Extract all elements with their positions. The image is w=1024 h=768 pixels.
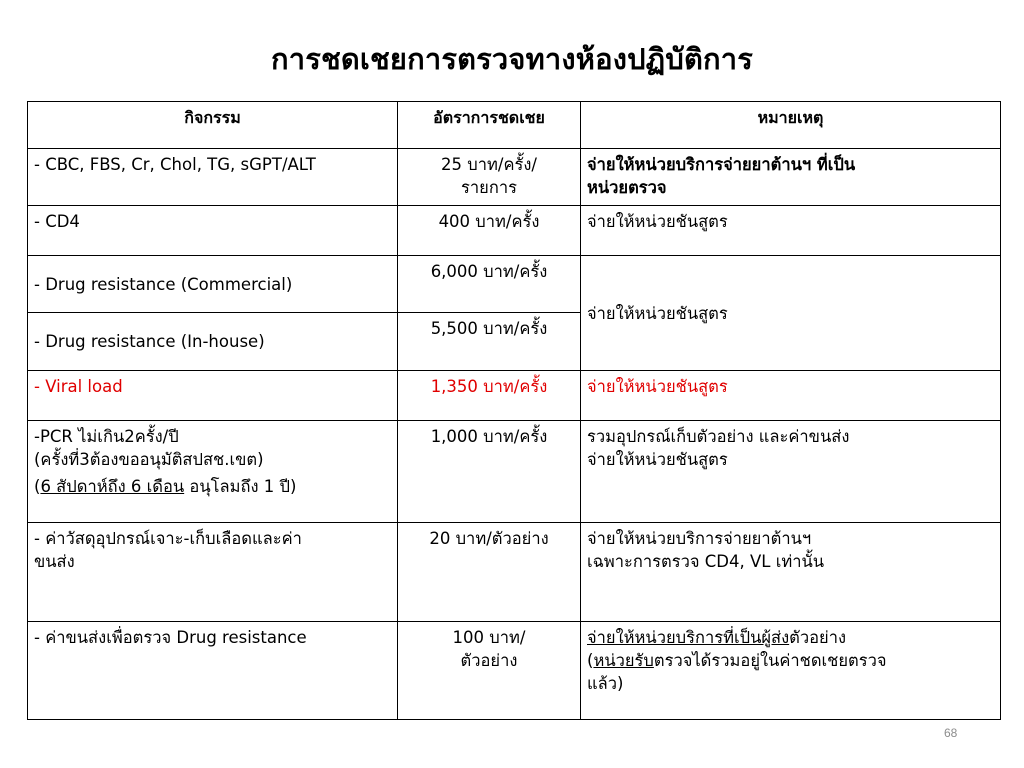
activity-text-part: อนุโลมถึง 1 ปี) xyxy=(184,477,297,496)
table-row xyxy=(28,149,1001,206)
table-row xyxy=(28,371,1001,421)
activity-cell xyxy=(28,313,398,371)
activity-text: - Drug resistance (Commercial) xyxy=(34,274,293,294)
rate-text: 25 บาท/ครั้ง/ xyxy=(441,155,537,174)
note-text-part: ตรวจได้รวมอยู่ในค่าชดเชยตรวจ xyxy=(653,651,887,670)
note-cell xyxy=(581,622,1001,720)
rate-text: 5,500 บาท/ครั้ง xyxy=(430,319,548,338)
note-text: จ่ายให้หน่วยชันสูตร xyxy=(587,303,728,323)
compensation-table xyxy=(27,101,1001,720)
note-text-underlined: หน่วยรับ xyxy=(593,651,654,670)
rate-text: รายการ xyxy=(461,178,517,197)
note-text: จ่ายให้หน่วยชันสูตร xyxy=(587,212,728,231)
note-text-part: ( xyxy=(587,651,594,670)
table-row xyxy=(28,256,1001,313)
table-row xyxy=(28,206,1001,256)
note-text: จ่ายให้หน่วยบริการจ่ายยาต้านฯ ที่เป็น xyxy=(587,155,856,174)
rate-text: 20 บาท/ตัวอย่าง xyxy=(429,529,549,548)
table-row xyxy=(28,421,1001,523)
note-text: จ่ายให้หน่วยบริการจ่ายยาต้านฯ xyxy=(587,529,812,548)
activity-text: (ครั้งที่3ต้องขออนุมัติสปสช.เขต) xyxy=(34,450,264,469)
activity-text xyxy=(34,475,391,498)
note-text: จ่ายให้หน่วยชันสูตร xyxy=(587,377,728,396)
rate-text: 1,350 บาท/ครั้ง xyxy=(430,377,548,396)
note-text: รวมอุปกรณ์เก็บตัวอย่าง และค่าขนส่ง xyxy=(587,427,850,446)
slide-title: การชดเชยการตรวจทางห้องปฏิบัติการ xyxy=(270,42,754,76)
activity-cell xyxy=(28,206,398,256)
rate-cell xyxy=(398,313,581,371)
activity-cell xyxy=(28,256,398,313)
activity-text: -PCR ไม่เกิน2ครั้ง/ปี xyxy=(34,427,179,446)
rate-cell xyxy=(398,206,581,256)
activity-text: - CD4 xyxy=(34,212,80,231)
note-cell xyxy=(581,523,1001,622)
activity-cell xyxy=(28,421,398,523)
activity-cell xyxy=(28,371,398,421)
rate-cell xyxy=(398,622,581,720)
rate-text: 1,000 บาท/ครั้ง xyxy=(430,427,548,446)
table-row xyxy=(28,523,1001,622)
note-text xyxy=(587,649,994,672)
rate-text: 6,000 บาท/ครั้ง xyxy=(430,262,548,281)
page-number: 68 xyxy=(944,726,958,740)
note-cell xyxy=(581,371,1001,421)
note-text xyxy=(587,626,994,649)
rate-cell xyxy=(398,421,581,523)
note-cell xyxy=(581,149,1001,206)
activity-cell xyxy=(28,622,398,720)
rate-cell xyxy=(398,256,581,313)
note-cell xyxy=(581,206,1001,256)
table-row xyxy=(28,622,1001,720)
rate-text: 100 บาท/ xyxy=(452,628,526,647)
activity-text: - CBC, FBS, Cr, Chol, TG, sGPT/ALT xyxy=(34,155,316,174)
activity-text: - ค่าขนส่งเพื่อตรวจ Drug resistance xyxy=(34,628,307,647)
note-text-underlined: จ่ายให้หน่วยบริการที่เป็นผู้ส่ง xyxy=(587,628,790,647)
rate-cell xyxy=(398,149,581,206)
activity-text-underlined: 6 สัปดาห์ถึง 6 เดือน xyxy=(40,477,185,496)
header-rate: อัตราการชดเชย xyxy=(398,102,581,149)
header-activity: กิจกรรม xyxy=(28,102,398,149)
activity-text: - Viral load xyxy=(34,377,123,396)
rate-text: ตัวอย่าง xyxy=(460,651,518,670)
note-text: แล้ว) xyxy=(587,674,624,693)
note-cell xyxy=(581,421,1001,523)
note-text: เฉพาะการตรวจ CD4, VL เท่านั้น xyxy=(587,552,825,571)
activity-text: - Drug resistance (In-house) xyxy=(34,332,265,351)
activity-text-part: ( xyxy=(34,477,41,496)
table-header-row xyxy=(28,102,1001,149)
rate-cell xyxy=(398,523,581,622)
rate-cell xyxy=(398,371,581,421)
rate-text: 400 บาท/ครั้ง xyxy=(438,212,540,231)
note-text: จ่ายให้หน่วยชันสูตร xyxy=(587,450,728,469)
activity-cell xyxy=(28,523,398,622)
activity-text: - ค่าวัสดุอุปกรณ์เจาะ-เก็บเลือดและค่า xyxy=(34,529,302,548)
note-cell xyxy=(581,256,1001,371)
note-text: หน่วยตรวจ xyxy=(587,178,667,197)
note-text-part: ตัวอย่าง xyxy=(789,628,847,647)
header-note: หมายเหตุ xyxy=(581,102,1001,149)
activity-text: ขนส่ง xyxy=(34,552,75,571)
activity-cell xyxy=(28,149,398,206)
